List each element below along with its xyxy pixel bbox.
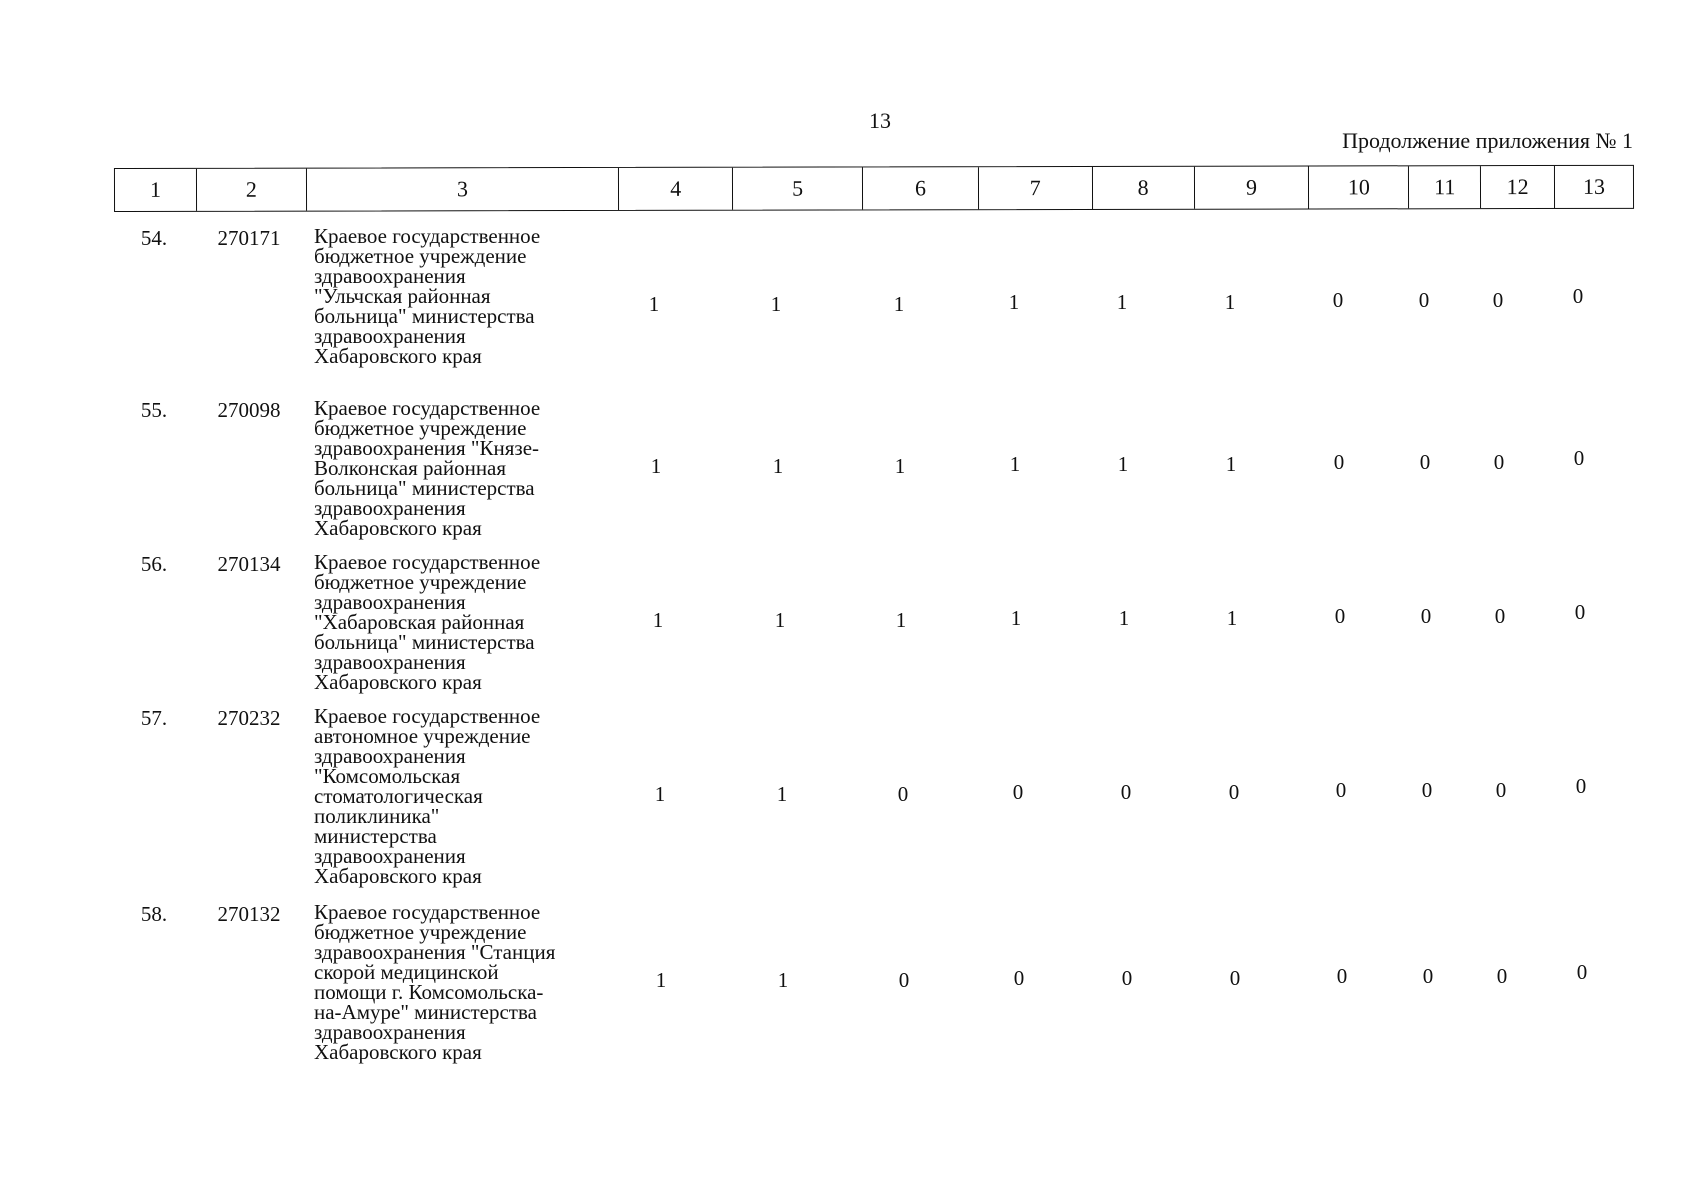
name-line: здравоохранения <box>314 590 466 614</box>
value-cell: 0 <box>1335 778 1347 802</box>
row-name <box>304 706 604 886</box>
value-cell: 0 <box>1121 966 1133 990</box>
name-line: Хабаровского края <box>314 344 482 368</box>
row-number: 56. <box>140 552 168 576</box>
name-line: больница" министерства <box>314 630 535 654</box>
value-cell: 1 <box>772 454 784 478</box>
value-cell: 1 <box>1118 606 1130 630</box>
value-cell: 1 <box>654 782 666 806</box>
name-line: больница" министерства <box>314 476 535 500</box>
value-cell: 0 <box>898 968 910 992</box>
value-cell: 1 <box>1225 452 1237 476</box>
name-line: здравоохранения <box>314 324 466 348</box>
name-line: поликлиника" <box>314 804 440 828</box>
value-cell: 0 <box>1418 288 1430 312</box>
name-line: на-Амуре" министерства <box>314 1000 537 1024</box>
row-values <box>604 552 1634 692</box>
page-number: 13 <box>869 108 891 133</box>
name-line: Краевое государственное <box>314 900 541 924</box>
value-cell: 0 <box>1333 450 1345 474</box>
row-code: 270134 <box>217 552 281 576</box>
name-line: бюджетное учреждение <box>314 570 527 594</box>
value-cell: 1 <box>893 292 905 316</box>
row-values <box>604 398 1634 538</box>
value-cell: 0 <box>1120 780 1132 804</box>
name-line: "Ульчская районная <box>314 284 491 308</box>
row-code: 270232 <box>217 706 281 730</box>
name-line: скорой медицинской <box>314 960 499 984</box>
value-cell: 0 <box>1336 964 1348 988</box>
row-values <box>604 902 1634 1062</box>
value-cell: 0 <box>1228 780 1240 804</box>
value-cell: 0 <box>1334 604 1346 628</box>
value-cell: 0 <box>1496 964 1508 988</box>
value-cell: 1 <box>895 608 907 632</box>
name-line: бюджетное учреждение <box>314 244 527 268</box>
header-col-1: 1 <box>115 169 197 211</box>
table-header <box>114 165 1634 212</box>
value-cell: 1 <box>648 292 660 316</box>
row-code: 270132 <box>217 902 281 926</box>
name-line: здравоохранения <box>314 1020 466 1044</box>
name-line: помощи г. Комсомольска- <box>314 980 544 1004</box>
name-line: Краевое государственное <box>314 224 541 248</box>
value-cell: 0 <box>1013 966 1025 990</box>
name-line: Краевое государственное <box>314 550 541 574</box>
table-row <box>114 706 1634 886</box>
name-line: здравоохранения <box>314 264 466 288</box>
table-row <box>114 902 1634 1062</box>
header-col-4: 4 <box>619 168 733 210</box>
row-name <box>304 226 604 366</box>
value-cell: 0 <box>1575 774 1587 798</box>
value-cell: 1 <box>652 608 664 632</box>
header-col-11: 11 <box>1409 166 1481 208</box>
value-cell: 0 <box>1495 778 1507 802</box>
name-line: "Комсомольская <box>314 764 461 788</box>
name-line: здравоохранения "Князе- <box>314 436 540 460</box>
row-number: 54. <box>140 226 168 250</box>
value-cell: 1 <box>776 782 788 806</box>
row-code: 270098 <box>217 398 281 422</box>
value-cell: 1 <box>1010 606 1022 630</box>
value-cell: 0 <box>1573 446 1585 470</box>
name-line: Хабаровского края <box>314 864 482 888</box>
value-cell: 0 <box>1419 450 1431 474</box>
table-row <box>114 226 1634 366</box>
name-line: здравоохранения "Станция <box>314 940 556 964</box>
name-line: Хабаровского края <box>314 516 482 540</box>
header-col-7: 7 <box>979 167 1093 209</box>
name-line: бюджетное учреждение <box>314 920 527 944</box>
value-cell: 0 <box>1421 778 1433 802</box>
value-cell: 0 <box>1422 964 1434 988</box>
value-cell: 0 <box>1012 780 1024 804</box>
header-col-5: 5 <box>733 167 863 209</box>
value-cell: 0 <box>1493 450 1505 474</box>
value-cell: 1 <box>770 292 782 316</box>
name-line: Хабаровского края <box>314 1040 482 1064</box>
row-values <box>604 706 1634 886</box>
name-line: здравоохранения <box>314 744 466 768</box>
value-cell: 1 <box>1226 606 1238 630</box>
name-line: министерства <box>314 824 437 848</box>
value-cell: 1 <box>1116 290 1128 314</box>
value-cell: 1 <box>1117 452 1129 476</box>
header-col-13: 13 <box>1583 173 1606 199</box>
name-line: стоматологическая <box>314 784 483 808</box>
header-col-10: 10 <box>1309 166 1409 208</box>
header-col-9: 9 <box>1195 166 1310 208</box>
value-cell: 0 <box>1332 288 1344 312</box>
value-cell: 0 <box>1420 604 1432 628</box>
table-row <box>114 398 1634 538</box>
row-code: 270171 <box>217 226 281 250</box>
value-cell: 1 <box>774 608 786 632</box>
row-name <box>304 398 604 538</box>
value-cell: 1 <box>650 454 662 478</box>
value-cell: 1 <box>1224 290 1236 314</box>
row-number: 58. <box>140 902 168 926</box>
header-col-2: 2 <box>197 169 307 211</box>
name-line: здравоохранения <box>314 496 466 520</box>
value-cell: 1 <box>1008 290 1020 314</box>
value-cell: 0 <box>1572 284 1584 308</box>
name-line: "Хабаровская районная <box>314 610 525 634</box>
name-line: автономное учреждение <box>314 724 531 748</box>
name-line: Волконская районная <box>314 456 507 480</box>
value-cell: 1 <box>894 454 906 478</box>
name-line: здравоохранения <box>314 650 466 674</box>
header-col-12: 12 <box>1481 166 1555 208</box>
name-line: здравоохранения <box>314 844 466 868</box>
name-line: Краевое государственное <box>314 396 541 420</box>
header-col-6: 6 <box>863 167 979 209</box>
value-cell: 0 <box>1229 966 1241 990</box>
value-cell: 0 <box>897 782 909 806</box>
header-col-3: 3 <box>307 168 620 211</box>
row-number: 57. <box>140 706 168 730</box>
value-cell: 1 <box>1009 452 1021 476</box>
value-cell: 0 <box>1492 288 1504 312</box>
row-values <box>604 226 1634 366</box>
value-cell: 0 <box>1574 600 1586 624</box>
row-number: 55. <box>140 398 168 422</box>
row-name <box>304 902 604 1062</box>
value-cell: 1 <box>777 968 789 992</box>
row-name <box>304 552 604 692</box>
value-cell: 0 <box>1494 604 1506 628</box>
header-col-8: 8 <box>1093 167 1195 209</box>
name-line: бюджетное учреждение <box>314 416 527 440</box>
name-line: Краевое государственное <box>314 704 541 728</box>
table-row <box>114 552 1634 692</box>
value-cell: 1 <box>655 968 667 992</box>
name-line: больница" министерства <box>314 304 535 328</box>
name-line: Хабаровского края <box>314 670 482 694</box>
continuation-label: Продолжение приложения № 1 <box>1342 128 1633 153</box>
value-cell: 0 <box>1576 960 1588 984</box>
